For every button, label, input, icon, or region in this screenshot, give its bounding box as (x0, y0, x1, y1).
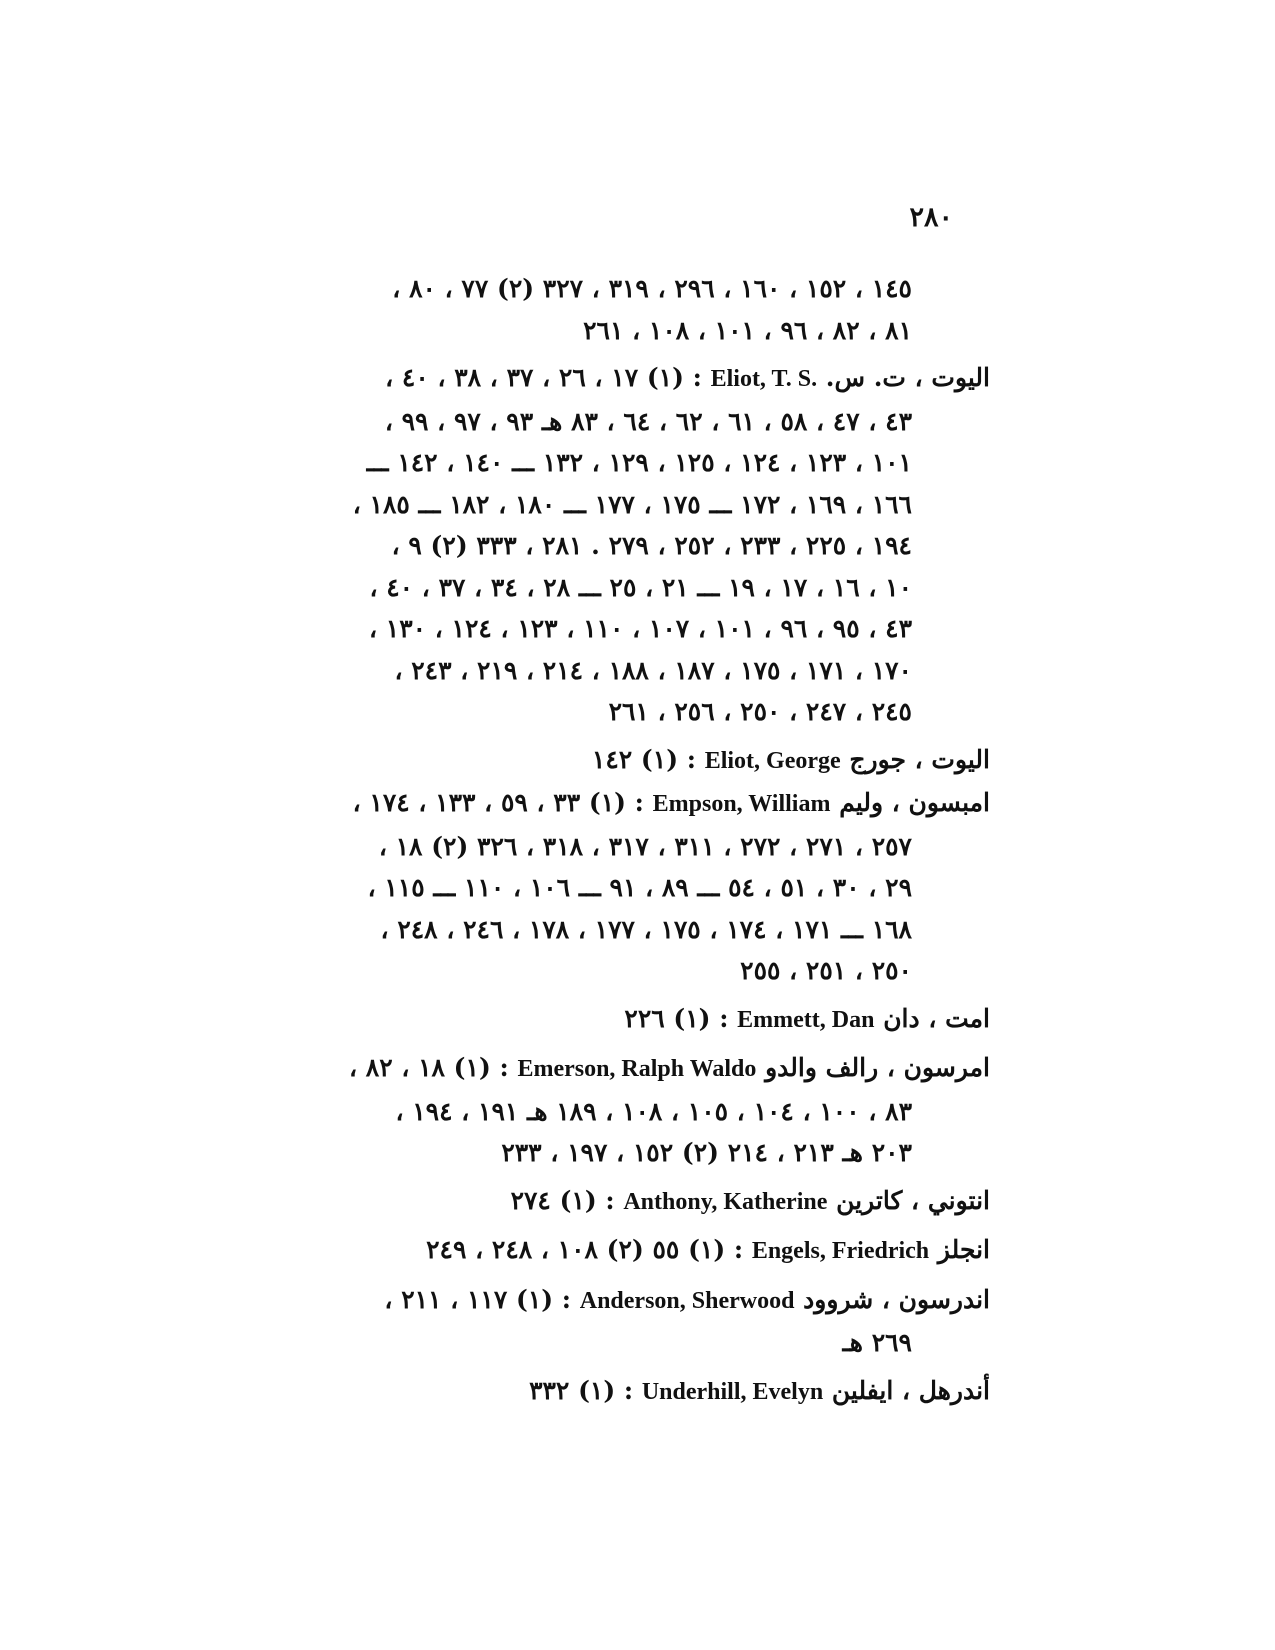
entry-page-references: ١٠ ، ١٦ ، ١٧ ، ١٩ ـــ ٢١ ، ٢٥ ـــ ٢٨ ، ٣٤ ، ٣٧ ، ٤٠ ، (369, 572, 912, 602)
entry-latin-name: Eliot, George (704, 747, 841, 774)
entry-page-references: ٢٦٩ هـ (842, 1328, 912, 1357)
entry-latin-name: Eliot, T. S. (710, 366, 818, 392)
index-continuation-line (270, 442, 990, 484)
index-entries (270, 268, 990, 1413)
entry-page-references: ٢٠٣ هـ ٢١٣ ، ٢١٤ (٢) ١٥٢ ، ١٩٧ ، ٢٣٣ (501, 1138, 912, 1167)
index-continuation-line (270, 691, 990, 733)
entry-arabic-name: انتوني ، كاترين (836, 1185, 990, 1215)
entry-latin-name: Empson, William (652, 791, 831, 817)
index-entry-line (270, 998, 990, 1042)
index-entry-line (270, 1229, 990, 1273)
entry-page-references: ٨١ ، ٨٢ ، ٩٦ ، ١٠١ ، ١٠٨ ، ٢٦١ (583, 315, 912, 345)
index-entry-line (270, 357, 990, 401)
entry-page-references: ١٦٨ ـــ ١٧١ ، ١٧٤ ، ١٧٥ ، ١٧٧ ، ١٧٨ ، ٢٤٦ ، ٢٤٨ ، (380, 914, 912, 944)
entry-page-references: ٢٥٠ ، ٢٥١ ، ٢٥٥ (740, 956, 912, 985)
index-continuation-line (270, 650, 990, 692)
entry-page-references: : (١) ١٧ ، ٢٦ ، ٣٧ ، ٣٨ ، ٤٠ ، (385, 363, 702, 392)
index-continuation-line (270, 401, 990, 443)
entry-arabic-name: أندرهل ، ايفلين (831, 1375, 990, 1405)
index-continuation-line (270, 1091, 990, 1133)
entry-page-references: ٤٣ ، ٩٥ ، ٩٦ ، ١٠١ ، ١٠٧ ، ١١٠ ، ١٢٣ ، ١٢٤ ، ١٣٠ ، (368, 614, 912, 643)
index-entry-line (270, 1047, 990, 1091)
entry-arabic-name: انجلز (937, 1235, 990, 1264)
entry-arabic-name: اندرسون ، شروود (803, 1284, 990, 1314)
entry-latin-name: Emerson, Ralph Waldo (517, 1056, 757, 1082)
entry-latin-name: Engels, Friedrich (751, 1238, 930, 1264)
entry-page-references: ٤٣ ، ٤٧ ، ٥٨ ، ٦١ ، ٦٢ ، ٦٤ ، ٨٣ هـ ٩٣ ، ٩٧ ، ٩٩ ، (384, 406, 912, 436)
entry-page-references: : (١) ٣٣ ، ٥٩ ، ١٣٣ ، ١٧٤ ، (352, 788, 644, 817)
entry-page-references: ١٦٦ ، ١٦٩ ، ١٧٢ ـــ ١٧٥ ، ١٧٧ ـــ ١٨٠ ، ١٨٢ ـــ ١٨٥ ، (352, 489, 912, 519)
index-continuation-line (270, 310, 990, 352)
entry-arabic-name: امرسون ، رالف والدو (765, 1053, 990, 1082)
entry-latin-name: Underhill, Evelyn (641, 1378, 824, 1405)
index-continuation-line (270, 484, 990, 526)
index-entry-line (270, 739, 990, 783)
entry-page-references: ١٤٥ ، ١٥٢ ، ١٦٠ ، ٢٩٦ ، ٣١٩ ، ٣٢٧ (٢) ٧٧ ، ٨٠ ، (392, 274, 912, 303)
index-continuation-line (270, 608, 990, 650)
entry-page-references: : (١) ٣٣٢ (529, 1375, 634, 1405)
index-continuation-line (270, 826, 990, 868)
entry-latin-name: Anderson, Sherwood (579, 1287, 795, 1314)
entry-page-references: ٢٤٥ ، ٢٤٧ ، ٢٥٠ ، ٢٥٦ ، ٢٦١ (608, 697, 912, 726)
index-entry-line (270, 782, 990, 826)
entry-arabic-name: امبسون ، ولیم (839, 788, 990, 817)
index-continuation-line (270, 867, 990, 909)
entry-page-references: ١٩٤ ، ٢٢٥ ، ٢٣٣ ، ٢٥٢ ، ٢٧٩ . ٢٨١ ، ٣٣٣ (٢) ٩ ، (391, 531, 912, 560)
entry-page-references: ١٠١ ، ١٢٣ ، ١٢٤ ، ١٢٥ ، ١٢٩ ، ١٣٢ ـــ ١٤٠ ، ١٤٢ ـــ (366, 448, 912, 477)
entry-page-references: ٢٥٧ ، ٢٧١ ، ٢٧٢ ، ٣١١ ، ٣١٧ ، ٣١٨ ، ٣٢٦ (٢) ١٨ ، (378, 831, 912, 861)
entry-page-references: : (١) ١٤٢ (591, 744, 696, 774)
index-continuation-line (270, 1322, 990, 1364)
entry-arabic-name: اليوت ، جورج (849, 744, 990, 774)
entry-page-references: ٨٣ ، ١٠٠ ، ١٠٤ ، ١٠٥ ، ١٠٨ ، ١٨٩ هـ ١٩١ ، ١٩٤ ، (395, 1096, 912, 1126)
index-continuation-line (270, 950, 990, 992)
index-entry-line (270, 1279, 990, 1323)
index-entry-line (270, 1370, 990, 1414)
index-entry-line (270, 1180, 990, 1224)
index-continuation-line (270, 909, 990, 951)
index-continuation-line (270, 567, 990, 609)
entry-page-references: : (١) ٢٢٦ (624, 1003, 729, 1033)
entry-arabic-name: اليوت ، ت. س. (825, 363, 990, 392)
entry-page-references: : (١) ٥٥ (٢) ١٠٨ ، ٢٤٨ ، ٢٤٩ (426, 1235, 744, 1264)
entry-page-references: ٢٩ ، ٣٠ ، ٥١ ، ٥٤ ـــ ٨٩ ، ٩١ ـــ ١٠٦ ، ١١٠ ـــ ١١٥ ، (367, 873, 912, 902)
index-continuation-line (270, 525, 990, 567)
entry-page-references: ١٧٠ ، ١٧١ ، ١٧٥ ، ١٨٧ ، ١٨٨ ، ٢١٤ ، ٢١٩ ، ٢٤٣ ، (394, 655, 912, 685)
entry-page-references: : (١) ١١٧ ، ٢١١ ، (384, 1284, 572, 1314)
entry-latin-name: Emmett, Dan (737, 1006, 875, 1033)
entry-arabic-name: امت ، دان (883, 1003, 990, 1033)
index-continuation-line (270, 1132, 990, 1174)
entry-latin-name: Anthony, Katherine (623, 1188, 828, 1215)
entry-page-references: : (١) ١٨ ، ٨٢ ، (348, 1053, 509, 1082)
index-continuation-line (270, 268, 990, 310)
page-number: ٢٨٠ (909, 202, 953, 233)
entry-page-references: : (١) ٢٧٤ (510, 1185, 615, 1215)
